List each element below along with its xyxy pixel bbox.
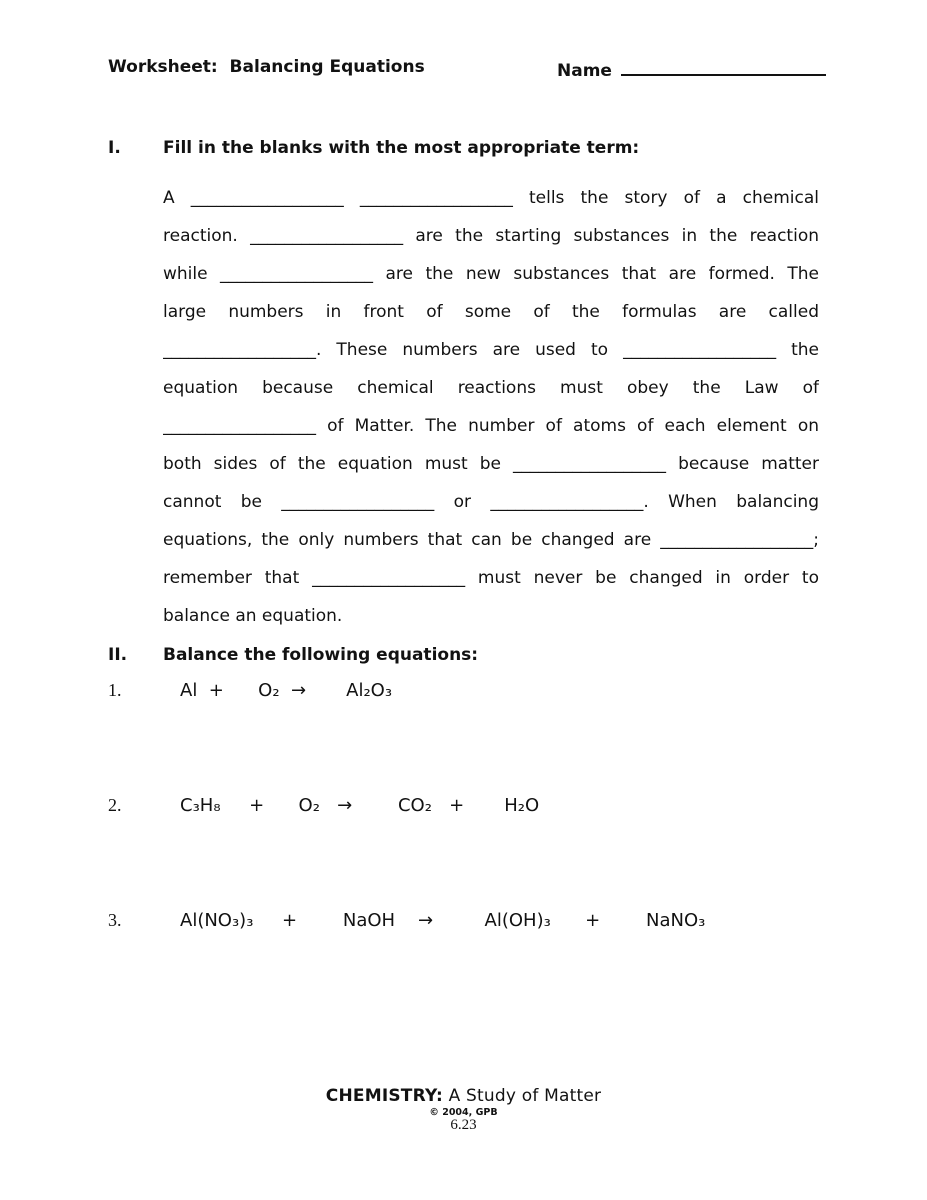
equation-row-1 <box>0 680 927 706</box>
equation-3-formula: Al(NO₃)₃ + NaOH → Al(OH)₃ + NaNO₃ <box>180 910 706 931</box>
equation-3-number: 3. <box>108 910 122 930</box>
name-label: Name <box>557 61 612 81</box>
paragraph-line: cannot be __________________ or __________________. When balancing <box>163 492 819 512</box>
paragraph-line: large numbers in front of some of the formulas are called <box>163 302 819 322</box>
footer-copyright: © 2004, GPB <box>429 1107 498 1118</box>
section-1-heading: Fill in the blanks with the most appropriate term: <box>163 138 640 158</box>
fill-in-paragraph <box>163 179 819 635</box>
worksheet-title: Worksheet: Balancing Equations <box>108 57 425 77</box>
paragraph-line: remember that __________________ must never be changed in order to <box>163 568 819 588</box>
footer-series-name: CHEMISTRY: <box>325 1086 443 1106</box>
paragraph-line: balance an equation. <box>163 606 343 626</box>
paragraph-line: __________________ of Matter. The number of atoms of each element on <box>163 416 819 436</box>
equation-row-3 <box>0 910 927 936</box>
section-2-numeral: II. <box>108 645 128 665</box>
paragraph-line: while __________________ are the new substances that are formed. The <box>163 264 819 284</box>
paragraph-line: equations, the only numbers that can be changed are __________________; <box>163 530 819 550</box>
footer-page-number: 6.23 <box>450 1117 477 1133</box>
equation-1-formula: Al + O₂ → Al₂O₃ <box>180 680 393 701</box>
name-field-group <box>557 57 826 81</box>
equation-1-number: 1. <box>108 680 122 700</box>
section-1-numeral: I. <box>108 138 121 158</box>
paragraph-line: __________________. These numbers are used to __________________ the <box>163 340 819 360</box>
equation-row-2 <box>0 795 927 821</box>
equation-2-formula: C₃H₈ + O₂ → CO₂ + H₂O <box>180 795 540 816</box>
paragraph-line: both sides of the equation must be __________________ because matter <box>163 454 819 474</box>
paragraph-line: A __________________ __________________ tells the story of a chemical <box>163 188 819 208</box>
section-2-heading: Balance the following equations: <box>163 645 479 665</box>
name-blank-line <box>621 57 826 76</box>
footer-series-subtitle: A Study of Matter <box>443 1086 602 1106</box>
footer-series-title <box>0 1086 927 1106</box>
equation-2-number: 2. <box>108 795 122 815</box>
paragraph-line: reaction. __________________ are the starting substances in the reaction <box>163 226 819 246</box>
paragraph-line: equation because chemical reactions must obey the Law of <box>163 378 819 398</box>
